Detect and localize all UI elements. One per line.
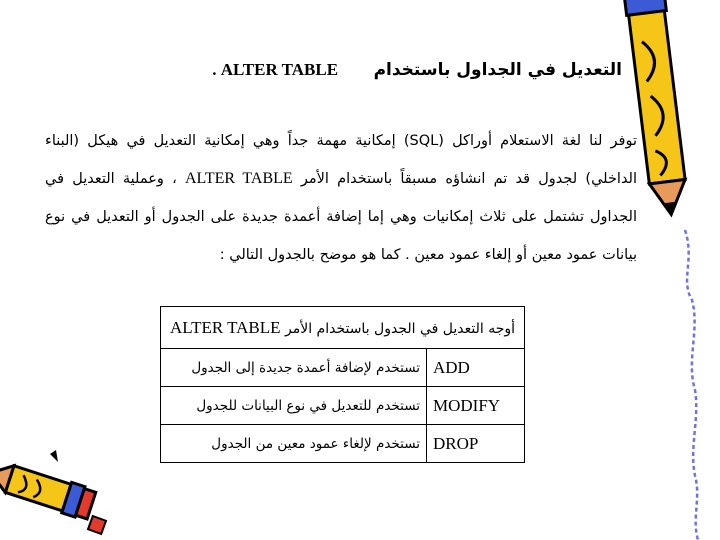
table-row [161,387,525,425]
command-cell: DROP [427,425,525,463]
table-header-row [161,307,525,349]
table-header-arabic: أوجه التعديل في الجدول باستخدام الأمر [284,320,516,337]
small-pencil-icon [0,448,110,540]
pencil-body [629,11,685,184]
table-row [161,349,525,387]
page-heading [202,60,622,90]
heading-arabic: التعديل في الجداول باستخدام [373,60,622,80]
pencil-icon [600,0,720,540]
command-cell: MODIFY [427,387,525,425]
table-header-cell [161,307,525,349]
paragraph-command: ALTER TABLE [185,170,293,187]
table-header-command: ALTER TABLE [169,317,281,337]
scribble-line [685,230,698,540]
heading-command: ALTER TABLE . [212,60,339,79]
description-cell: تستخدم لإضافة أعمدة جديدة إلى الجدول [161,349,427,387]
table-row [161,425,525,463]
paragraph-part2: ، وعملية التعديل في الجداول تشتمل على ثلاث إمكانيات وهي إما إضافة أعمدة جديدة على الجدول أو التعديل في نوع بيانات عمود معين أو إلغاء عمود معين . كما هو موضح بالجدول التالي : [45,171,637,263]
intro-paragraph [45,122,637,274]
description-cell: تستخدم للتعديل في نوع البيانات للجدول [161,387,427,425]
description-cell: تستخدم لإلغاء عمود معين من الجدول [161,425,427,463]
alter-table-options [160,306,525,463]
command-cell: ADD [427,349,525,387]
paragraph-part1: توفر لنا لغة الاستعلام أوراكل (SQL) إمكانية مهمة جداً وهي إمكانية التعديل في هيكل (البناء الداخلي) لجدول قد تم انشاؤه مسبقاً باستخدام الأمر [45,133,638,187]
